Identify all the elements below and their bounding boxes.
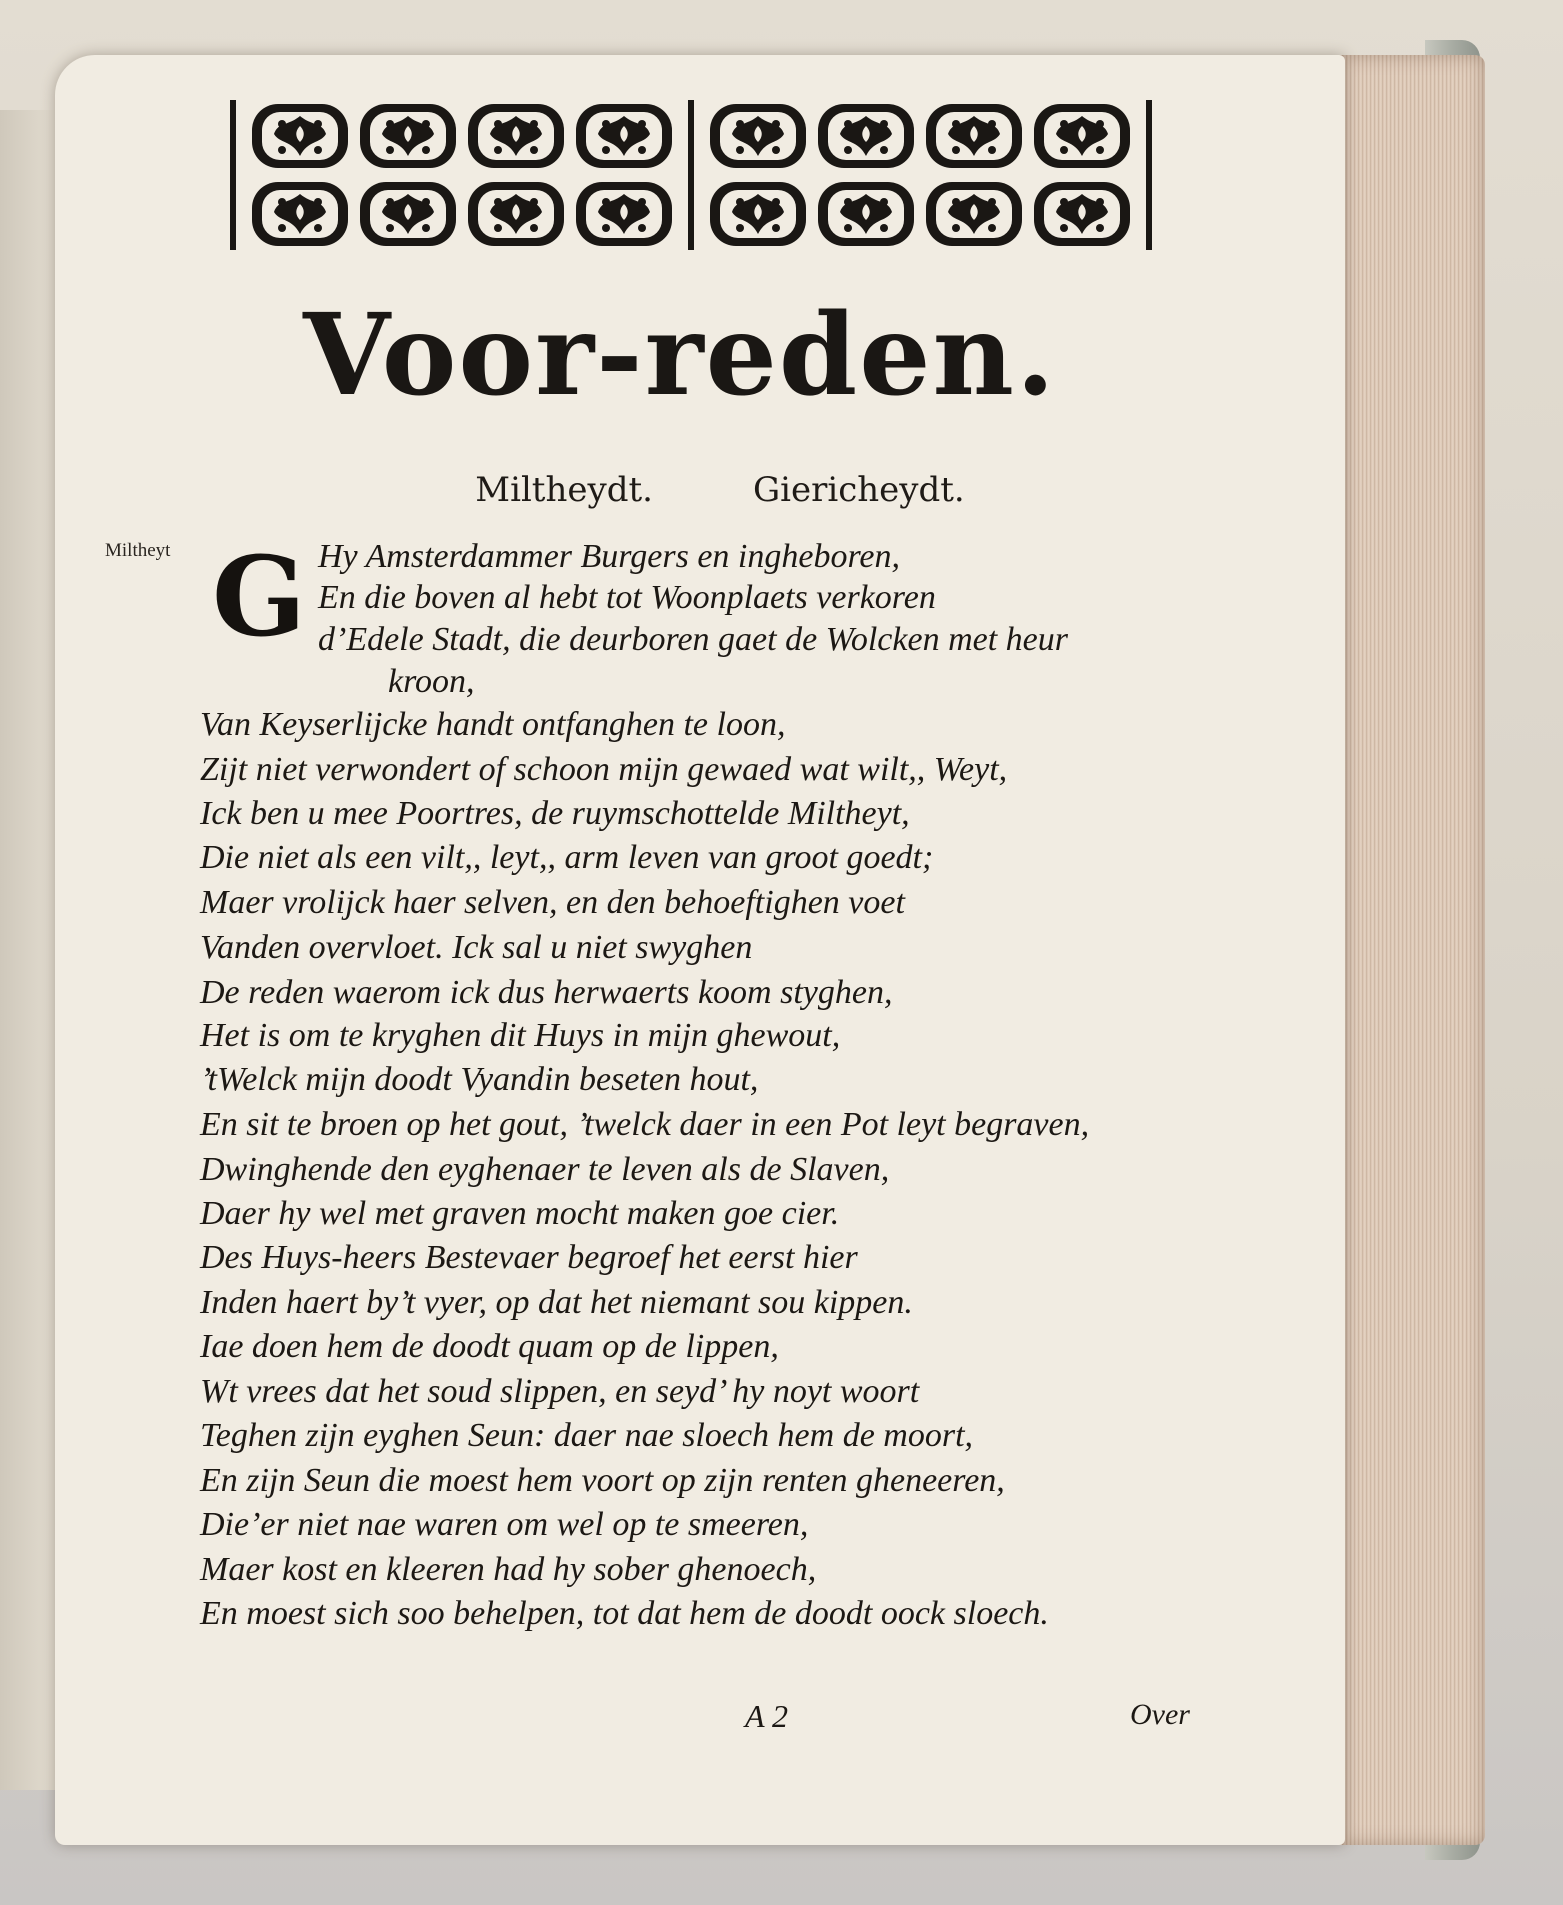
verse-line: Maer vrolijck haer selven, en den behoeftighen voet (200, 884, 905, 921)
margin-speaker-label: Miltheyt (105, 540, 171, 561)
verse-line: Die’er niet nae waren om wel op te smeeren, (200, 1506, 809, 1543)
verse-line: Dwinghende den eyghenaer te leven als de Slaven, (200, 1151, 890, 1188)
speaker-giericheydt: Giericheydt. (752, 470, 965, 510)
verse-line: Die niet als een vilt,, leyt,, arm leven van groot goedt; (200, 839, 934, 876)
verse-line: En moest sich soo behelpen, tot dat hem de doodt oock sloech. (200, 1595, 1049, 1632)
verse-line: Hy Amsterdammer Burgers en ingheboren, (318, 538, 901, 575)
verse-line: Des Huys-heers Bestevaer begroef het eerst hier (200, 1239, 858, 1276)
verse-line: Daer hy wel met graven mocht maken goe cier. (200, 1195, 840, 1232)
catchword: Over (1130, 1698, 1190, 1731)
verse-line: Het is om te kryghen dit Huys in mijn ghewout, (200, 1017, 841, 1054)
signature-mark: A 2 (745, 1698, 788, 1734)
verse-line: En zijn Seun die moest hem voort op zijn renten gheneeren, (200, 1462, 1005, 1499)
verse-line: Van Keyserlijcke handt ontfanghen te loon, (200, 706, 786, 743)
verse-line: kroon, (388, 663, 475, 700)
verse-line: Vanden overvloet. Ick sal u niet swyghen (200, 929, 753, 966)
verse-line: Zijt niet verwondert of schoon mijn gewaed wat wilt,, Weyt, (200, 751, 1008, 788)
drop-cap: G (212, 532, 306, 661)
verse-line: Teghen zijn eyghen Seun: daer nae sloech hem de moort, (200, 1417, 974, 1454)
page-heading: Voor-reden. (303, 290, 1057, 421)
verse-line: De reden waerom ick dus herwaerts koom styghen, (200, 974, 893, 1011)
verse-line: Maer kost en kleeren had hy sober ghenoech, (200, 1551, 817, 1588)
speaker-miltheydt: Miltheydt. (475, 470, 653, 510)
verse-line: En sit te broen op het gout, ’twelck daer in een Pot leyt begraven, (200, 1106, 1090, 1143)
verse-line: d’Edele Stadt, die deurboren gaet de Wolcken met heur (318, 621, 1068, 658)
verse-line: En die boven al hebt tot Woonplaets verkoren (318, 579, 936, 616)
verse-line: ’tWelck mijn doodt Vyandin beseten hout, (200, 1061, 759, 1098)
verse-line: Wt vrees dat het soud slippen, en seyd’ hy noyt woort (200, 1373, 920, 1410)
verse-line: Inden haert by’t vyer, op dat het niemant sou kippen. (200, 1284, 913, 1321)
verse-line: Iae doen hem de doodt quam op de lippen, (200, 1328, 779, 1365)
verse-line: Ick ben u mee Poortres, de ruymschottelde Miltheyt, (200, 795, 910, 832)
